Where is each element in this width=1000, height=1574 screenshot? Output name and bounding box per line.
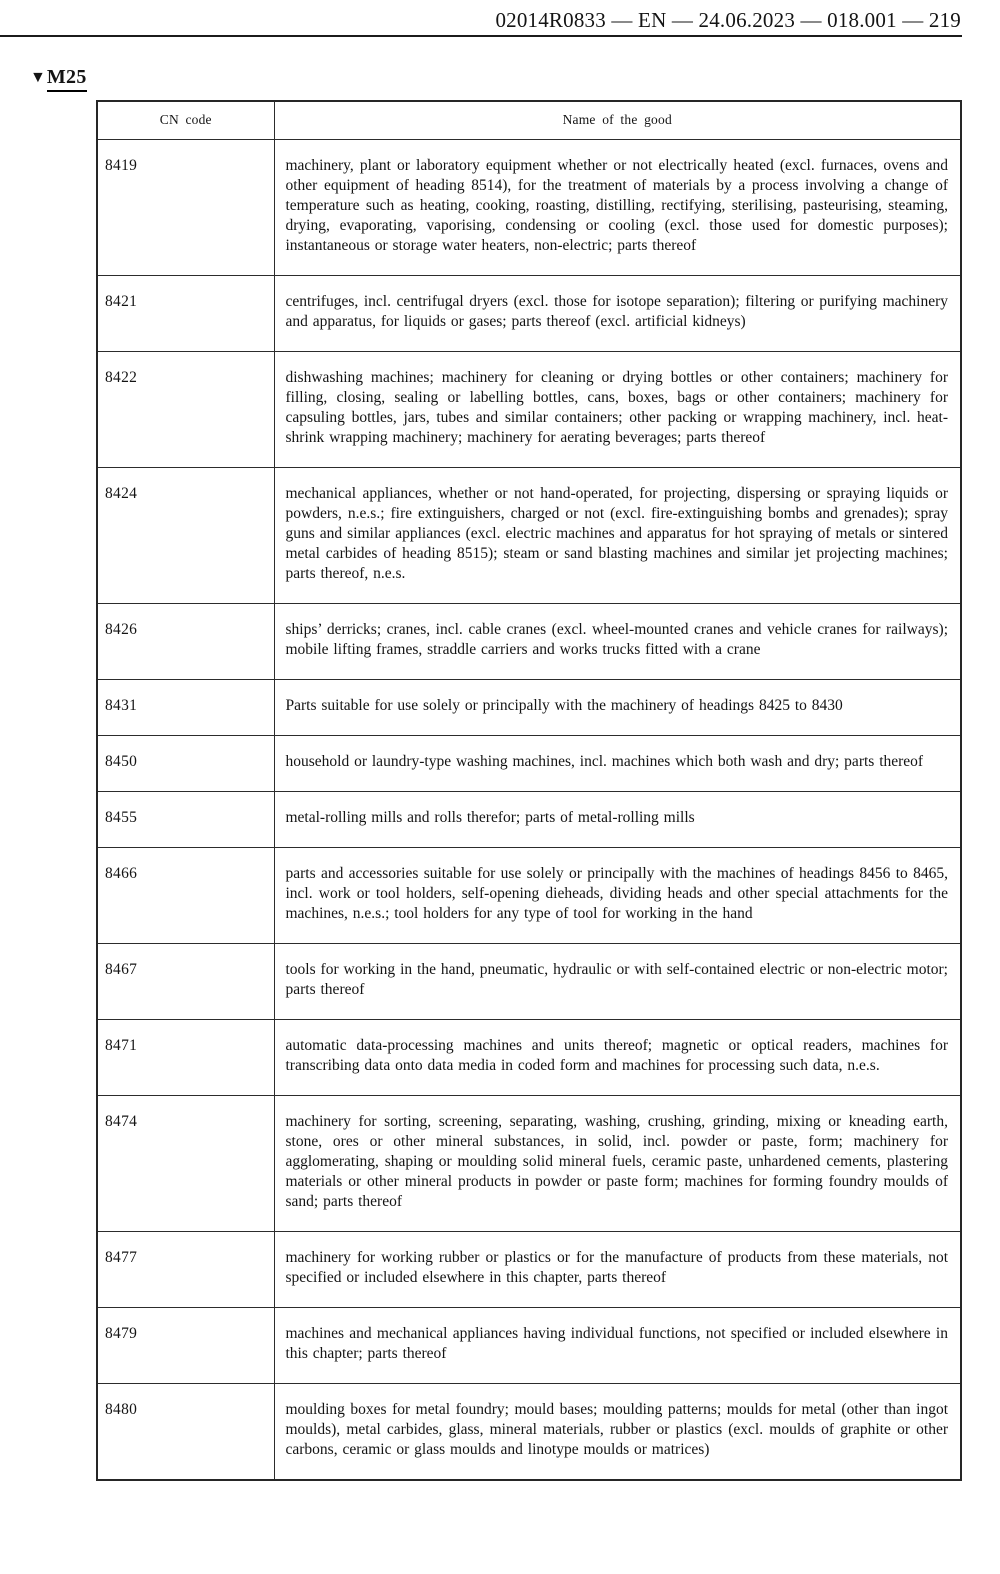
table-row xyxy=(97,1383,961,1480)
good-name-cell: automatic data-processing machines and units thereof; magnetic or optical readers, machines for transcribing data onto data media in coded form and machines for processing such data, n.e.s. xyxy=(274,1019,961,1095)
column-header-name-of-good: Name of the good xyxy=(274,101,961,139)
table-row xyxy=(97,467,961,603)
column-header-cn-code: CN code xyxy=(97,101,274,139)
cn-code-cell: 8480 xyxy=(97,1383,274,1480)
document-reference: 02014R0833 — EN — 24.06.2023 — 018.001 — 219 xyxy=(0,0,962,37)
good-name-cell: metal-rolling mills and rolls therefor; parts of metal-rolling mills xyxy=(274,791,961,847)
cn-code-cell: 8479 xyxy=(97,1307,274,1383)
table-row xyxy=(97,351,961,467)
table-row xyxy=(97,791,961,847)
good-name-cell: machines and mechanical appliances having individual functions, not specified or included elsewhere in this chapter; parts thereof xyxy=(274,1307,961,1383)
triangle-down-icon: ▼ xyxy=(30,69,46,86)
amendment-marker-m25 xyxy=(30,66,1000,92)
table-row xyxy=(97,847,961,943)
table-row xyxy=(97,735,961,791)
table-row xyxy=(97,1231,961,1307)
good-name-cell: Parts suitable for use solely or principally with the machinery of headings 8425 to 8430 xyxy=(274,679,961,735)
cn-code-cell: 8431 xyxy=(97,679,274,735)
table-row xyxy=(97,943,961,1019)
good-name-cell: mechanical appliances, whether or not hand-operated, for projecting, dispersing or spraying liquids or powders, n.e.s.; fire extinguishers, charged or not (excl. fire-extinguishing bombs and grenades); spray guns and similar appliances (excl. electric machines and apparatus for hot spraying of metals or sintered metal carbides of heading 8515); steam or sand blasting machines and similar jet projecting machines; parts thereof, n.e.s. xyxy=(274,467,961,603)
table-row xyxy=(97,275,961,351)
cn-code-table xyxy=(96,100,962,1481)
table-row xyxy=(97,1095,961,1231)
good-name-cell: household or laundry-type washing machines, incl. machines which both wash and dry; parts thereof xyxy=(274,735,961,791)
table-header-row xyxy=(97,101,961,139)
table-row xyxy=(97,1019,961,1095)
cn-code-cell: 8421 xyxy=(97,275,274,351)
cn-code-cell: 8466 xyxy=(97,847,274,943)
m25-label: M25 xyxy=(47,66,87,92)
cn-code-cell: 8467 xyxy=(97,943,274,1019)
good-name-cell: ships’ derricks; cranes, incl. cable cranes (excl. wheel-mounted cranes and vehicle cranes for railways); mobile lifting frames, straddle carriers and works trucks fitted with a crane xyxy=(274,603,961,679)
cn-code-cell: 8424 xyxy=(97,467,274,603)
good-name-cell: centrifuges, incl. centrifugal dryers (excl. those for isotope separation); filtering or purifying machinery and apparatus, for liquids or gases; parts thereof (excl. artificial kidneys) xyxy=(274,275,961,351)
table-row xyxy=(97,679,961,735)
table-row xyxy=(97,603,961,679)
good-name-cell: tools for working in the hand, pneumatic, hydraulic or with self-contained electric or non-electric motor; parts thereof xyxy=(274,943,961,1019)
cn-code-cell: 8422 xyxy=(97,351,274,467)
table-row xyxy=(97,1307,961,1383)
cn-code-cell: 8419 xyxy=(97,139,274,275)
cn-code-cell: 8474 xyxy=(97,1095,274,1231)
cn-code-cell: 8477 xyxy=(97,1231,274,1307)
good-name-cell: machinery for working rubber or plastics or for the manufacture of products from these materials, not specified or included elsewhere in this chapter, parts thereof xyxy=(274,1231,961,1307)
cn-code-cell: 8426 xyxy=(97,603,274,679)
cn-code-cell: 8455 xyxy=(97,791,274,847)
good-name-cell: dishwashing machines; machinery for cleaning or drying bottles or other containers; machinery for filling, closing, sealing or labelling bottles, cans, boxes, bags or other containers; machinery for capsuling bottles, jars, tubes and similar containers; other packing or wrapping machinery, incl. heat-shrink wrapping machinery; machinery for aerating beverages; parts thereof xyxy=(274,351,961,467)
cn-code-cell: 8471 xyxy=(97,1019,274,1095)
good-name-cell: machinery for sorting, screening, separating, washing, crushing, grinding, mixing or kneading earth, stone, ores or other mineral substances, in solid, incl. powder or paste, form; machinery for agglomerating, shaping or moulding solid mineral fuels, ceramic paste, unhardened cements, plastering materials or other mineral products in powder or paste form; machines for forming foundry moulds of sand; parts thereof xyxy=(274,1095,961,1231)
cn-code-cell: 8450 xyxy=(97,735,274,791)
good-name-cell: parts and accessories suitable for use solely or principally with the machines of headings 8456 to 8465, incl. work or tool holders, self-opening dieheads, dividing heads and other special attachments for the machines, n.e.s.; tool holders for any type of tool for working in the hand xyxy=(274,847,961,943)
good-name-cell: machinery, plant or laboratory equipment whether or not electrically heated (excl. furnaces, ovens and other equipment of heading 8514), for the treatment of materials by a process involving a change of temperature such as heating, cooking, roasting, distilling, rectifying, sterilising, pasteurising, steaming, drying, evaporating, vaporising, condensing or cooling (excl. those used for domestic purposes); instantaneous or storage water heaters, non-electric; parts thereof xyxy=(274,139,961,275)
good-name-cell: moulding boxes for metal foundry; mould bases; moulding patterns; moulds for metal (other than ingot moulds), metal carbides, glass, mineral materials, rubber or plastics (excl. moulds of graphite or other carbons, ceramic or glass moulds and linotype moulds or matrices) xyxy=(274,1383,961,1480)
table-row xyxy=(97,139,961,275)
